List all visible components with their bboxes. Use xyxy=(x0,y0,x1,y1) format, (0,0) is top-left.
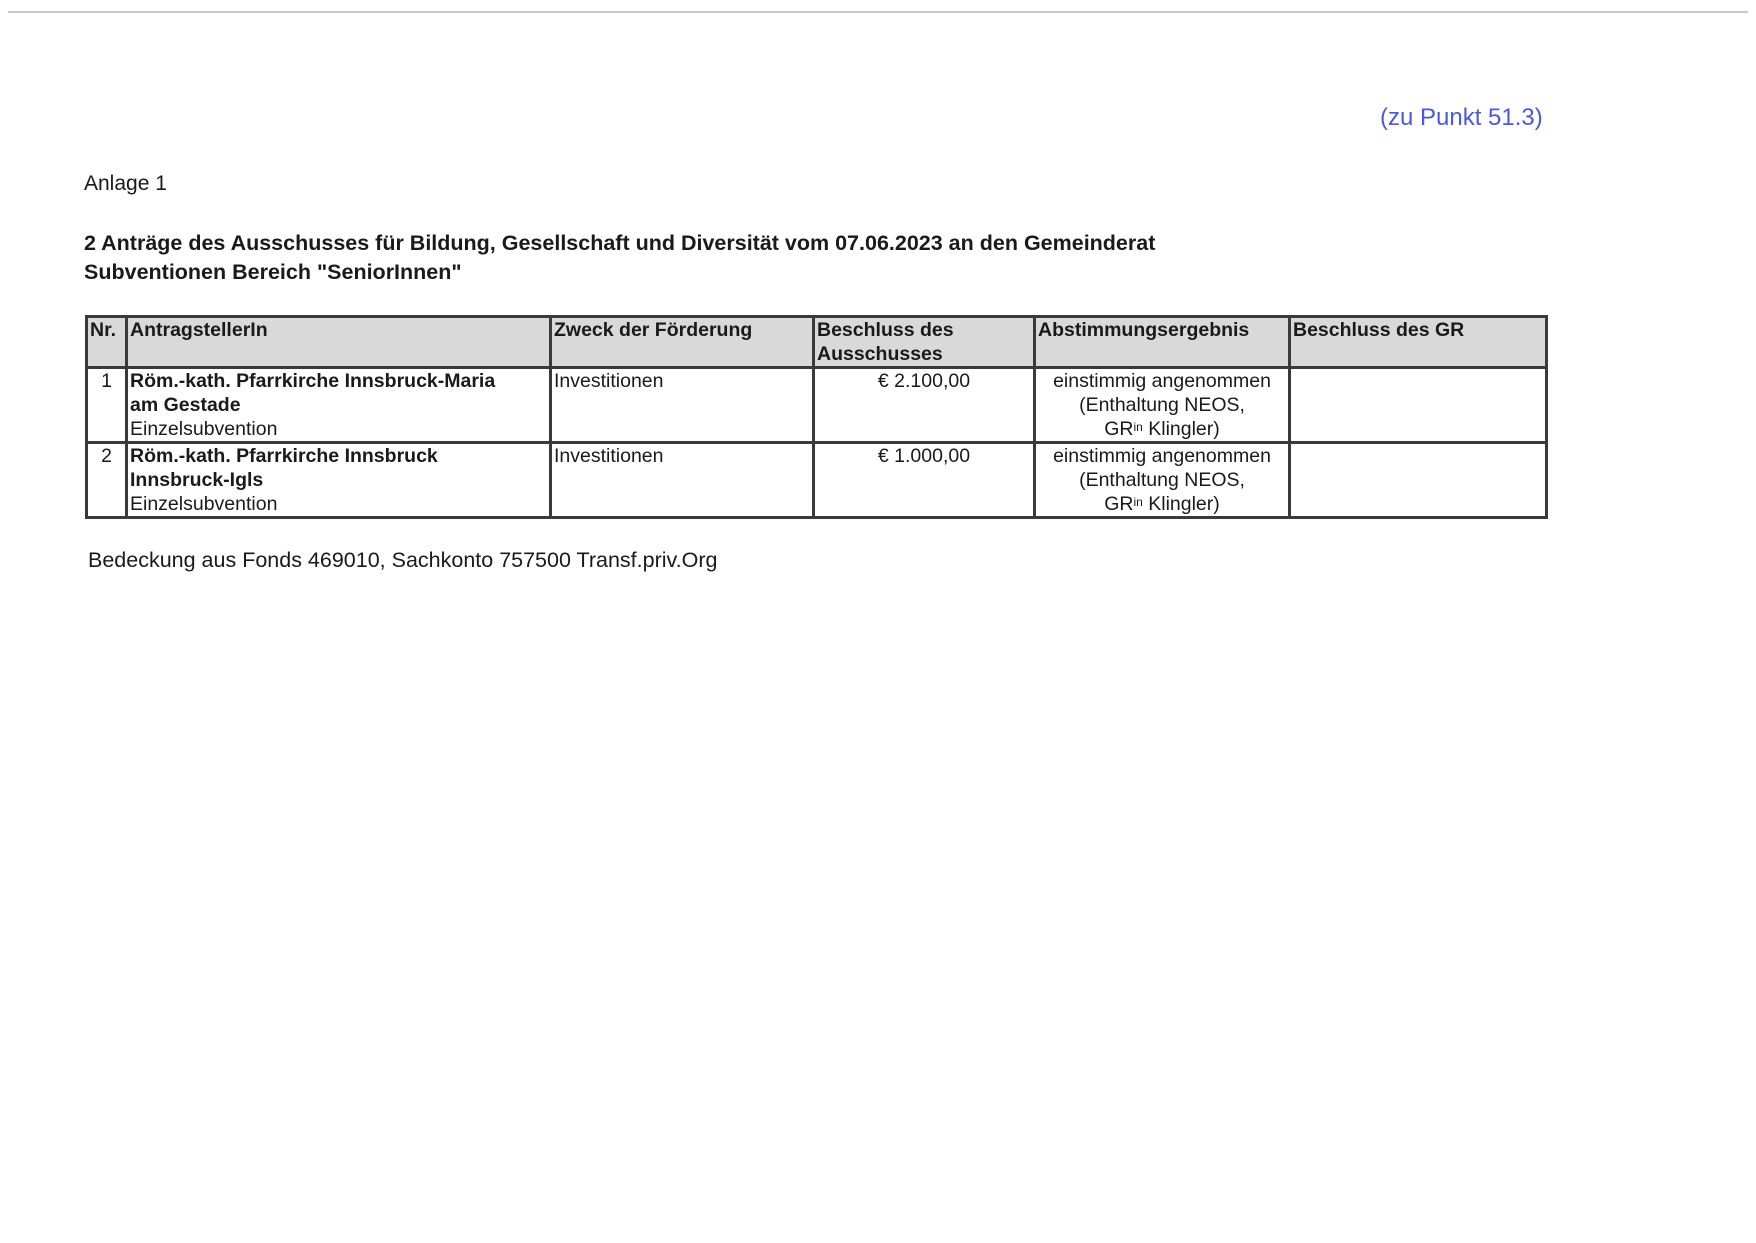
applicant-name-line-2: am Gestade xyxy=(130,394,241,416)
gr-title: GR xyxy=(1104,493,1134,515)
row-betrag: € 1.000,00 xyxy=(814,443,1035,518)
applicant-name-line-1: Röm.-kath. Pfarrkirche Innsbruck xyxy=(130,445,438,467)
vote-abstention: (Enthaltung NEOS, xyxy=(1079,469,1245,491)
person-name: Klingler) xyxy=(1142,493,1220,515)
table-row xyxy=(87,443,1547,518)
gr-title-suffix: in xyxy=(1133,420,1143,434)
header-beschluss-ausschuss: Beschluss des Ausschusses xyxy=(814,317,1035,368)
vote-result: einstimmig angenommen xyxy=(1053,445,1271,467)
header-abstimmung: Abstimmungsergebnis xyxy=(1035,317,1290,368)
row-nr: 1 xyxy=(87,368,127,443)
agenda-reference: (zu Punkt 51.3) xyxy=(1380,104,1543,131)
header-antragsteller: AntragstellerIn xyxy=(127,317,551,368)
header-zweck: Zweck der Förderung xyxy=(551,317,814,368)
applicant-name-line-2: Innsbruck-Igls xyxy=(130,469,264,491)
subsidy-type: Einzelsubvention xyxy=(130,493,278,515)
heading-line-2: Subventionen Bereich "SeniorInnen" xyxy=(84,260,462,284)
applicant-name-line-1: Röm.-kath. Pfarrkirche Innsbruck-Maria xyxy=(130,370,496,392)
row-beschluss-gr xyxy=(1290,368,1547,443)
vote-abstention-person xyxy=(1038,417,1286,441)
header-nr: Nr. xyxy=(87,317,127,368)
vote-abstention: (Enthaltung NEOS, xyxy=(1079,394,1245,416)
row-abstimmung xyxy=(1035,443,1290,518)
gr-title-suffix: in xyxy=(1133,495,1143,509)
header-beschluss-gr: Beschluss des GR xyxy=(1290,317,1547,368)
document-heading xyxy=(84,229,1155,287)
row-antragsteller xyxy=(127,368,551,443)
gr-title: GR xyxy=(1104,418,1134,440)
table-row xyxy=(87,368,1547,443)
row-zweck: Investitionen xyxy=(551,443,814,518)
attachment-label: Anlage 1 xyxy=(84,172,167,195)
scan-edge-line xyxy=(8,11,1748,13)
row-betrag: € 2.100,00 xyxy=(814,368,1035,443)
person-name: Klingler) xyxy=(1142,418,1220,440)
vote-abstention-person xyxy=(1038,492,1286,516)
row-beschluss-gr xyxy=(1290,443,1547,518)
row-zweck: Investitionen xyxy=(551,368,814,443)
heading-line-1: 2 Anträge des Ausschusses für Bildung, Gesellschaft und Diversität vom 07.06.2023 an den Gemeinderat xyxy=(84,231,1156,255)
subsidy-type: Einzelsubvention xyxy=(130,418,278,440)
row-nr: 2 xyxy=(87,443,127,518)
funding-note: Bedeckung aus Fonds 469010, Sachkonto 757500 Transf.priv.Org xyxy=(88,548,718,572)
vote-result: einstimmig angenommen xyxy=(1053,370,1271,392)
table-header-row xyxy=(87,317,1547,368)
row-antragsteller xyxy=(127,443,551,518)
row-abstimmung xyxy=(1035,368,1290,443)
subsidy-table xyxy=(85,315,1548,519)
